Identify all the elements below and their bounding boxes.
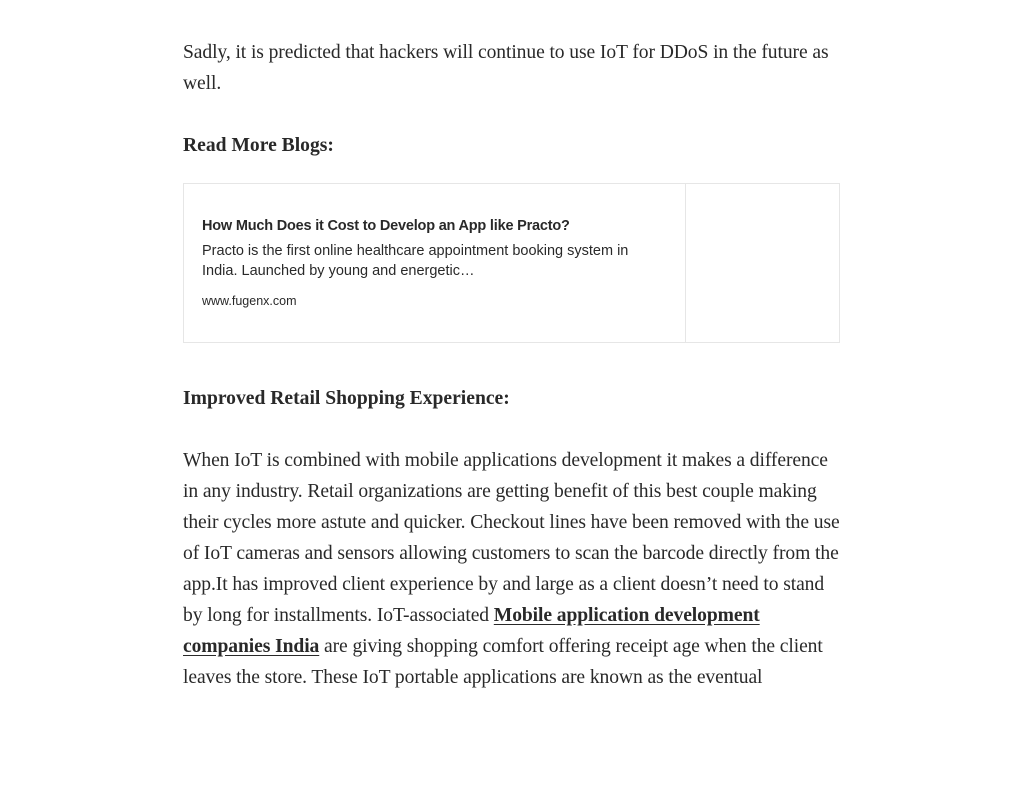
link-preview-title[interactable]: How Much Does it Cost to Develop an App like Practo?: [202, 218, 570, 234]
retail-paragraph-text-before-link: When IoT is combined with mobile applications development it makes a difference in any industry. Retail organizations are getting benefit of this best couple making their cycles more astute and quicker. Checkout lines have been removed with the use of IoT cameras and sensors allowing customers to scan the barcode directly from the app.It has improved client experience by and large as a client doesn’t need to stand by long for installments. IoT-associated: [183, 450, 840, 626]
link-preview-description: Practo is the first online healthcare appointment booking system in India. Launched by young and energetic…: [202, 243, 629, 279]
read-more-heading: Read More Blogs:: [183, 135, 334, 156]
retail-paragraph: [183, 445, 843, 693]
retail-heading: Improved Retail Shopping Experience:: [183, 388, 510, 409]
article-body: [183, 37, 843, 693]
link-preview-thumbnail[interactable]: [685, 184, 839, 342]
intro-paragraph: Sadly, it is predicted that hackers will continue to use IoT for DDoS in the future as well.: [183, 42, 829, 94]
retail-paragraph-text-after-link: are giving shopping comfort offering receipt age when the client leaves the store. These IoT portable applications are known as the eventual: [183, 636, 823, 688]
link-preview-text[interactable]: [184, 184, 685, 342]
mobile-app-development-link[interactable]: Mobile application development companies India: [183, 605, 760, 657]
link-preview-domain: www.fugenx.com: [202, 294, 297, 308]
link-preview-card[interactable]: [183, 183, 840, 343]
